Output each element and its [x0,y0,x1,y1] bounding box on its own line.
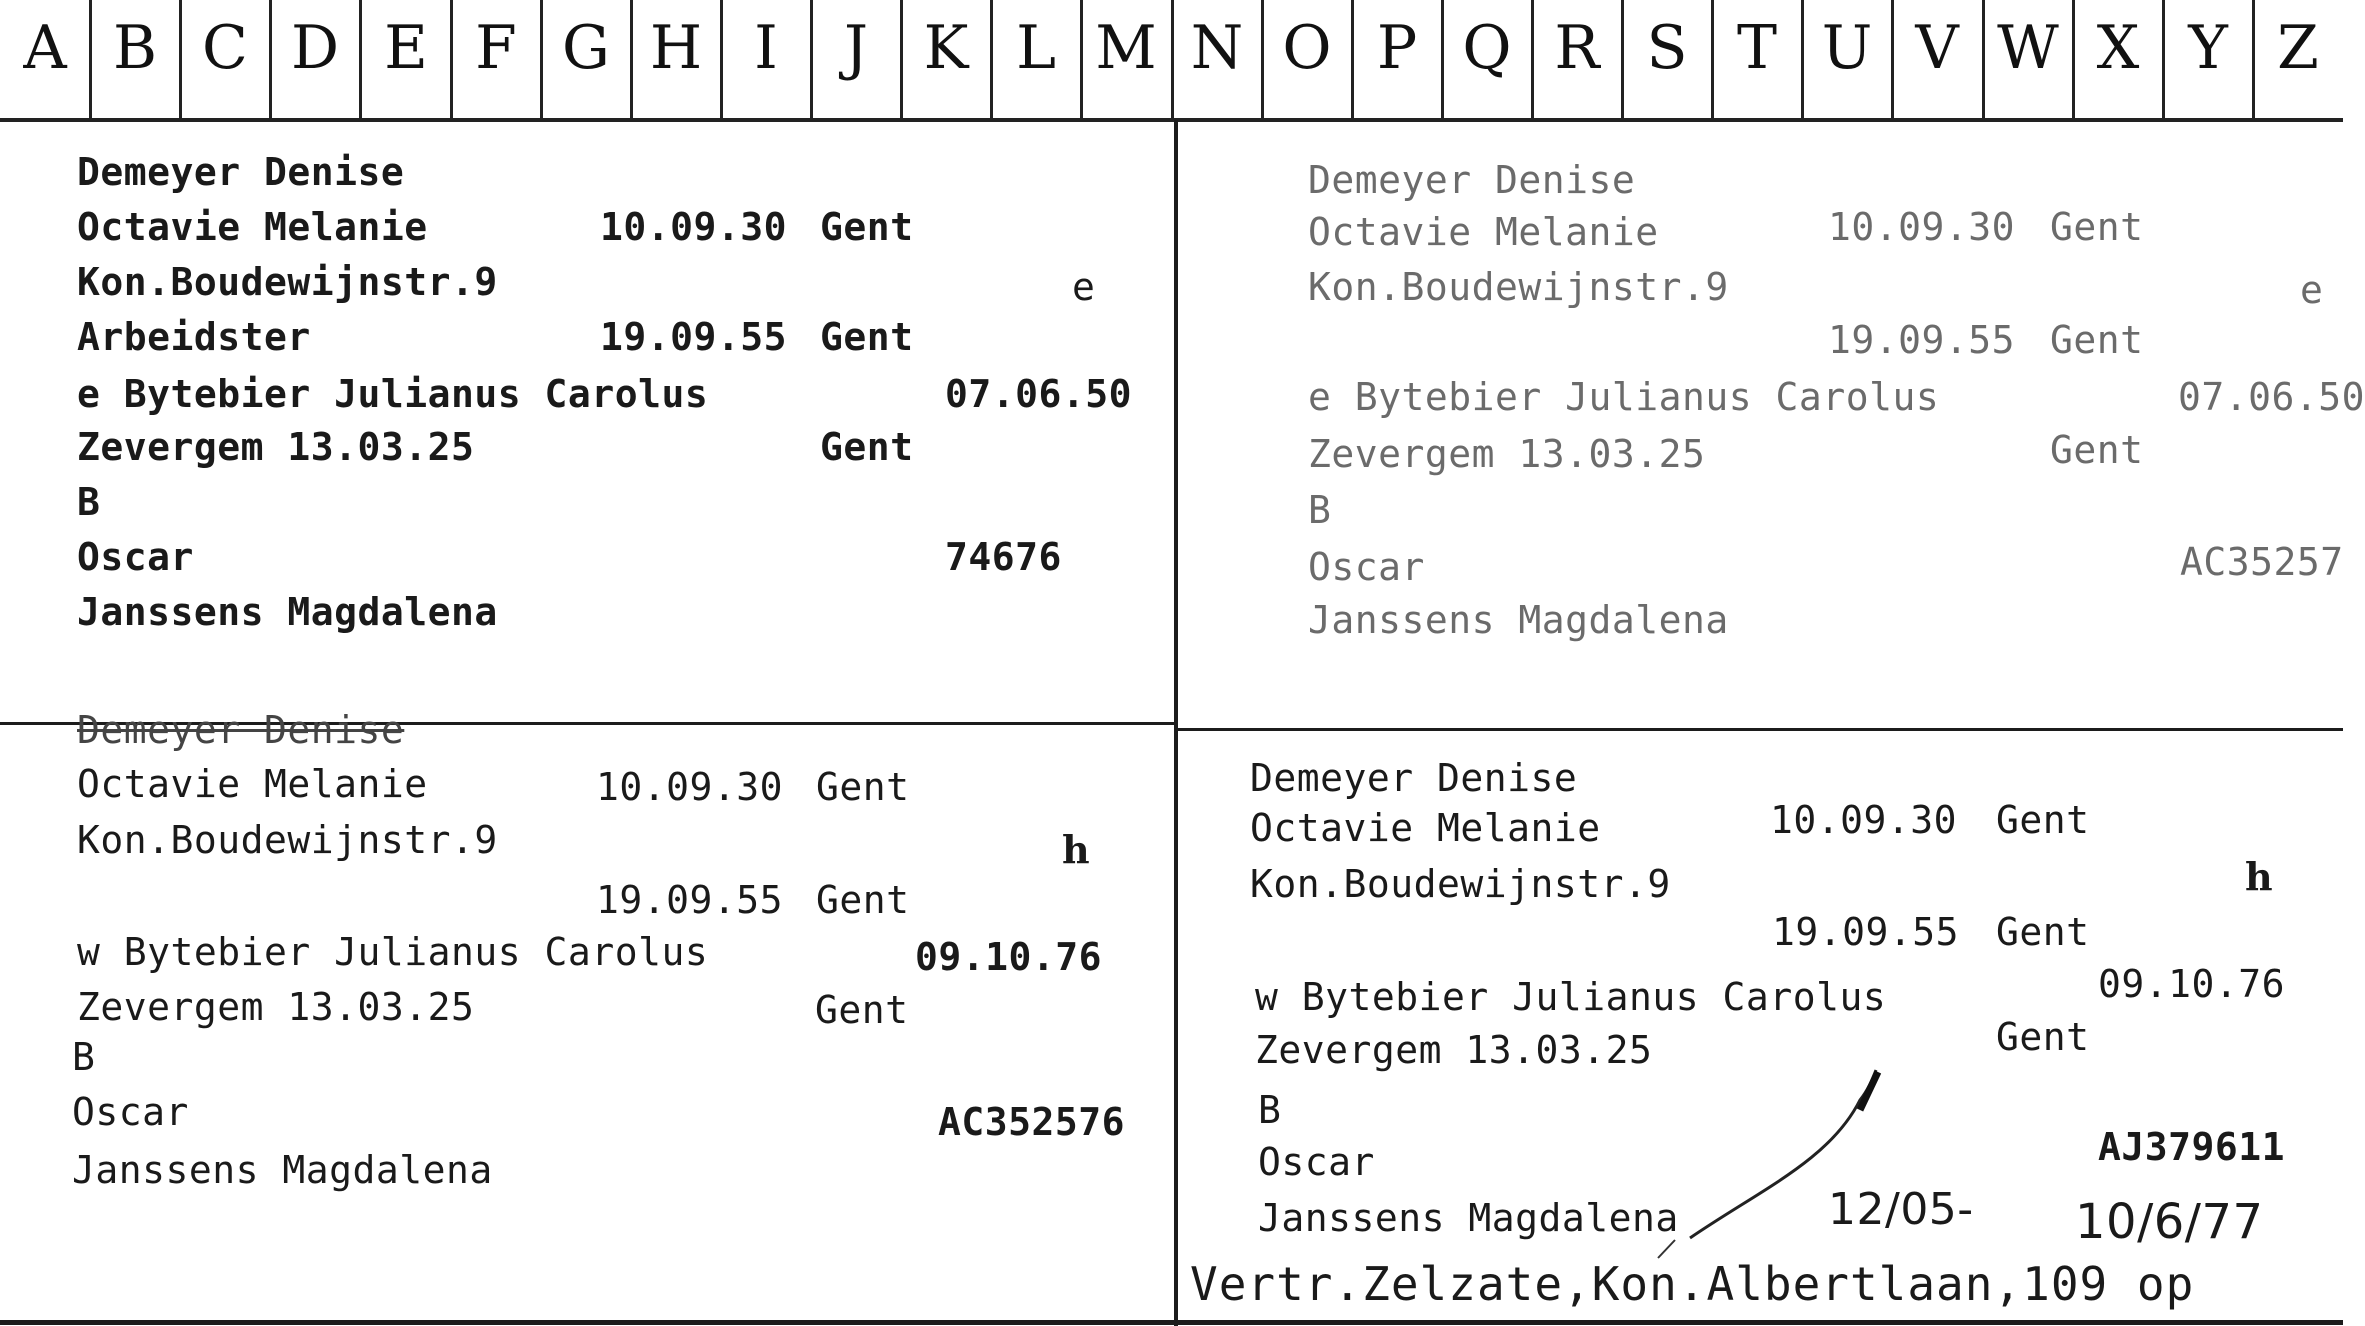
card-spouse-origin: Zevergem 13.03.25 [77,985,475,1029]
card-number: AC352576 [938,1100,1126,1144]
card-spouse-date: 09.10.76 [915,935,1103,979]
alphabet-divider [89,0,92,118]
alphabet-letter-d: D [290,13,340,83]
alphabet-divider [269,0,272,118]
alphabet-letter-j: J [843,13,869,83]
bottom-border [0,1320,2343,1325]
card-marriage-place: Gent [816,878,910,922]
card-birth-place: Gent [816,765,910,809]
card-spouse-origin: Zevergem 13.03.25 [1255,1028,1653,1072]
card-spouse-origin: Zevergem 13.03.25 [77,425,475,469]
card-departure-note: Vertr.Zelzate,Kon.Albertlaan,109 op [1190,1257,2195,1311]
card-marriage-date: 19.09.55 [1772,910,1960,954]
card-marriage-place: Gent [1996,910,2090,954]
card-birth-place: Gent [1996,798,2090,842]
alphabet-strip-baseline [0,118,2343,122]
card-birth-date: 10.09.30 [1828,205,2016,249]
alphabet-letter-p: P [1376,13,1418,83]
card-given-names: Octavie Melanie [1250,806,1601,850]
card-given-names: Octavie Melanie [1308,210,1659,254]
card-father: Oscar [77,535,194,579]
card-letter-b: B [72,1035,96,1079]
card-spouse: w Bytebier Julianus Carolus [1255,975,1887,1019]
card-letter-b: B [77,480,101,524]
card-stamp-date: 12/05- [1828,1184,1974,1235]
card-father: Oscar [72,1090,189,1134]
alphabet-divider [990,0,993,118]
card-spouse: e Bytebier Julianus Carolus [1308,375,1940,419]
alphabet-divider [1080,0,1083,118]
alphabet-divider [450,0,453,118]
card-status-letter: e [2300,268,2324,312]
card-marriage-place: Gent [820,315,914,359]
card-spouse-date: 07.06.50 [2178,375,2365,419]
card-spouse: e Bytebier Julianus Carolus [77,372,709,416]
card-occupation: Arbeidster [77,315,311,359]
alphabet-divider [2162,0,2165,118]
alphabet-letter-g: G [562,13,610,83]
alphabet-letter-i: I [754,13,778,83]
card-given-names: Octavie Melanie [77,205,428,249]
card-address: Kon.Boudewijnstr.9 [77,818,498,862]
alphabet-divider [1801,0,1804,118]
alphabet-divider [1711,0,1714,118]
card-number: AC35257 [2180,540,2344,584]
alphabet-divider [1891,0,1894,118]
alphabet-divider [2252,0,2255,118]
card-letter-b: B [1258,1088,1282,1132]
alphabet-letter-m: M [1095,13,1157,83]
card-father: Oscar [1258,1140,1375,1184]
card-status-letter: h [2245,854,2274,899]
card-status-letter: e [1072,265,1096,309]
alphabet-divider [1351,0,1354,118]
alphabet-divider [179,0,182,118]
alphabet-divider [630,0,633,118]
card-birth-date: 10.09.30 [596,765,784,809]
card-marriage-date: 19.09.55 [596,878,784,922]
alphabet-letter-c: C [202,13,248,83]
card-name-struck: Demeyer Denise [77,708,405,752]
card-address: Kon.Boudewijnstr.9 [1308,265,1729,309]
card-spouse-place: Gent [820,425,914,469]
alphabet-letter-h: H [649,13,703,83]
alphabet-letter-t: T [1736,13,1778,83]
alphabet-letter-v: V [1915,13,1959,83]
alphabet-divider [810,0,813,118]
alphabet-divider [1621,0,1624,118]
alphabet-letter-u: U [1821,13,1873,83]
card-mother: Janssens Magdalena [77,590,498,634]
card-birth-date: 10.09.30 [600,205,788,249]
alphabet-letter-a: A [23,13,67,83]
card-birth-place: Gent [820,205,914,249]
card-mother: Janssens Magdalena [1258,1196,1679,1240]
card-spouse: w Bytebier Julianus Carolus [77,930,709,974]
alphabet-letter-w: W [1997,13,2059,83]
card-spouse-place: Gent [815,988,909,1032]
alphabet-letter-f: F [475,13,517,83]
card-mother: Janssens Magdalena [72,1148,493,1192]
card-spouse-place: Gent [2050,428,2144,472]
alphabet-letter-e: E [384,13,428,83]
horizontal-card-divider-right [1176,728,2343,731]
card-spouse-origin: Zevergem 13.03.25 [1308,432,1706,476]
alphabet-letter-z: Z [2277,13,2319,83]
alphabet-divider [1261,0,1264,118]
alphabet-letter-b: B [112,13,158,83]
alphabet-divider [1982,0,1985,118]
alphabet-divider [2072,0,2075,118]
card-name: Demeyer Denise [77,150,405,194]
card-letter-b: B [1308,488,1332,532]
card-name: Demeyer Denise [1308,158,1636,202]
alphabet-divider [540,0,543,118]
card-name: Demeyer Denise [1250,756,1578,800]
alphabet-letter-q: Q [1462,13,1512,83]
card-address: Kon.Boudewijnstr.9 [1250,862,1671,906]
alphabet-divider [359,0,362,118]
card-birth-date: 10.09.30 [1770,798,1958,842]
card-father: Oscar [1308,545,1425,589]
card-spouse-place: Gent [1996,1015,2090,1059]
alphabet-divider [1171,0,1174,118]
alphabet-letter-l: L [1016,13,1056,83]
card-marriage-place: Gent [2050,318,2144,362]
alphabet-letter-x: X [2096,13,2140,83]
card-address: Kon.Boudewijnstr.9 [77,260,498,304]
alphabet-letter-o: O [1282,13,1332,83]
card-given-names: Octavie Melanie [77,762,428,806]
card-handwritten-date: 10/6/77 [2075,1194,2264,1250]
card-status-letter: h [1062,827,1091,872]
alphabet-letter-y: Y [2188,13,2228,83]
card-spouse-date: 07.06.50 [945,372,1133,416]
card-marriage-date: 19.09.55 [1828,318,2016,362]
card-marriage-date: 19.09.55 [600,315,788,359]
card-birth-place: Gent [2050,205,2144,249]
alphabet-letter-r: R [1554,13,1600,83]
card-number: AJ379611 [2098,1125,2286,1169]
alphabet-letter-s: S [1646,13,1688,83]
alphabet-divider [900,0,903,118]
card-spouse-date: 09.10.76 [2098,962,2286,1006]
alphabet-divider [1441,0,1444,118]
alphabet-letter-n: N [1190,13,1244,83]
card-number: 74676 [945,535,1062,579]
alphabet-index-strip [0,0,2343,120]
alphabet-divider [720,0,723,118]
card-mother: Janssens Magdalena [1308,598,1729,642]
alphabet-letter-k: K [923,13,969,83]
alphabet-divider [1531,0,1534,118]
